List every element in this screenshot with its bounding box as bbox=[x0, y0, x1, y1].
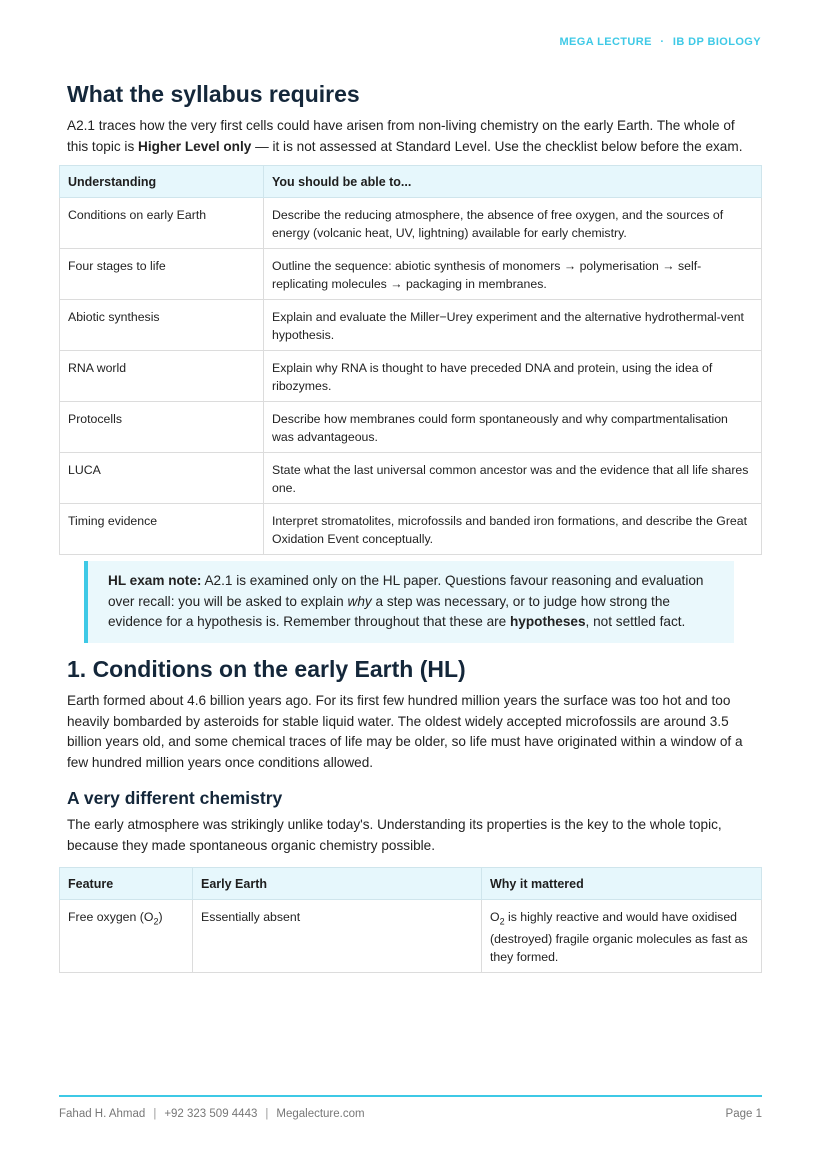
feature-cell bbox=[60, 899, 193, 972]
outcome-cell: Describe the reducing atmosphere, the absence of free oxygen, and the sources of energy (volcanic heat, UV, lightning) available for early chemistry. bbox=[264, 198, 762, 249]
outcome-cell: Interpret stromatolites, microfossils and banded iron formations, and describe the Great Oxidation Event conceptually. bbox=[264, 504, 762, 555]
table-row bbox=[60, 504, 762, 555]
note-text: A2.1 is examined only on the HL paper. Questions favour reasoning and evaluation over recall: you will be asked to explain bbox=[108, 573, 704, 609]
section-1-subtitle: A very different chemistry bbox=[67, 788, 283, 809]
why-subscript: 2 bbox=[499, 915, 505, 926]
table-row bbox=[60, 300, 762, 351]
outcome-cell: Describe how membranes could form spontaneously and why compartmentalisation was advantageous. bbox=[264, 402, 762, 453]
understanding-cell: Timing evidence bbox=[60, 504, 264, 555]
why-cell bbox=[482, 899, 762, 972]
table-header-row bbox=[60, 166, 762, 198]
understanding-cell: RNA world bbox=[60, 351, 264, 402]
syllabus-intro bbox=[67, 116, 762, 157]
note-emphasis: why bbox=[347, 593, 372, 609]
intro-text: A2.1 traces how the very first cells could have arisen from non-living chemistry on the early Earth. The whole of this topic is bbox=[67, 118, 735, 154]
section-1-title: 1. Conditions on the early Earth (HL) bbox=[67, 655, 466, 682]
page-footer bbox=[59, 1095, 762, 1120]
note-text-end: , not settled fact. bbox=[585, 614, 686, 630]
table-header-row bbox=[60, 867, 762, 899]
table-row bbox=[60, 899, 762, 972]
note-label: HL exam note: bbox=[108, 573, 202, 589]
table-row bbox=[60, 453, 762, 504]
col-header-feature: Feature bbox=[60, 867, 193, 899]
footer-author: Fahad H. Ahmad bbox=[59, 1108, 146, 1120]
table-row bbox=[60, 402, 762, 453]
section-1-paragraph: Earth formed about 4.6 billion years ago. For its first few hundred million years the surface was too hot and too heavily bombarded by asteroids for stable liquid water. The oldest widely accepted microfossils are around 3.5 billion years old, and some chemical traces of life may be older, so life must have originated within a window of a few hundred million years once conditions allowed. bbox=[67, 692, 743, 770]
syllabus-table bbox=[59, 165, 762, 555]
col-header-why: Why it mattered bbox=[482, 867, 762, 899]
table-row bbox=[60, 351, 762, 402]
feature-subscript: 2 bbox=[153, 915, 159, 926]
understanding-cell: Abiotic synthesis bbox=[60, 300, 264, 351]
outcome-cell: Explain and evaluate the Miller−Urey experiment and the alternative hydrothermal-vent hypothesis. bbox=[264, 300, 762, 351]
footer-website: Megalecture.com bbox=[276, 1108, 365, 1120]
outcome-cell: State what the last universal common ancestor was and the evidence that all life shares one. bbox=[264, 453, 762, 504]
running-header bbox=[559, 36, 761, 48]
why-symbol: O bbox=[490, 909, 500, 924]
feature-text: Free oxygen (O bbox=[68, 909, 154, 924]
footer-page-number: Page 1 bbox=[725, 1108, 762, 1120]
feature-text-end: ) bbox=[158, 909, 163, 924]
note-text: a step was necessary, or to judge how strong the evidence for a hypothesis is. Remember throughout that these are bbox=[108, 593, 670, 630]
understanding-cell: Four stages to life bbox=[60, 249, 264, 300]
table-row bbox=[60, 198, 762, 249]
course-name: IB DP BIOLOGY bbox=[672, 36, 761, 48]
header-separator: · bbox=[660, 36, 665, 48]
outcome-cell: Outline the sequence: abiotic synthesis of monomers → polymerisation → self-replicating molecules → packaging in membranes. bbox=[264, 249, 762, 300]
early-earth-table bbox=[59, 867, 762, 973]
intro-text-end: — it is not assessed at Standard Level. Use the checklist below before the exam. bbox=[251, 138, 743, 154]
early-earth-cell: Essentially absent bbox=[193, 899, 482, 972]
brand-name: MEGA LECTURE bbox=[559, 36, 652, 48]
understanding-cell: LUCA bbox=[60, 453, 264, 504]
understanding-cell: Conditions on early Earth bbox=[60, 198, 264, 249]
col-header-understanding: Understanding bbox=[60, 166, 264, 198]
hl-exam-note bbox=[84, 561, 734, 643]
page-content bbox=[59, 80, 762, 979]
outcome-cell: Explain why RNA is thought to have preceded DNA and protein, using the idea of ribozymes. bbox=[264, 351, 762, 402]
syllabus-title: What the syllabus requires bbox=[67, 81, 360, 107]
footer-contact: Fahad H. Ahmad | +92 323 509 4443 | Megalecture.com bbox=[59, 1108, 365, 1120]
col-header-able-to: You should be able to... bbox=[264, 166, 762, 198]
intro-bold: Higher Level only bbox=[138, 138, 252, 154]
note-bold: hypotheses bbox=[510, 614, 586, 630]
understanding-cell: Protocells bbox=[60, 402, 264, 453]
footer-phone: +92 323 509 4443 bbox=[164, 1108, 258, 1120]
table-row bbox=[60, 249, 762, 300]
section-1-sub-paragraph: The early atmosphere was strikingly unlike today's. Understanding its properties is the key to the whole topic, because they made spontaneous organic chemistry possible. bbox=[67, 817, 722, 853]
col-header-early-earth: Early Earth bbox=[193, 867, 482, 899]
why-text: is highly reactive and would have oxidised (destroyed) fragile organic molecules as fast as they formed. bbox=[490, 909, 748, 964]
